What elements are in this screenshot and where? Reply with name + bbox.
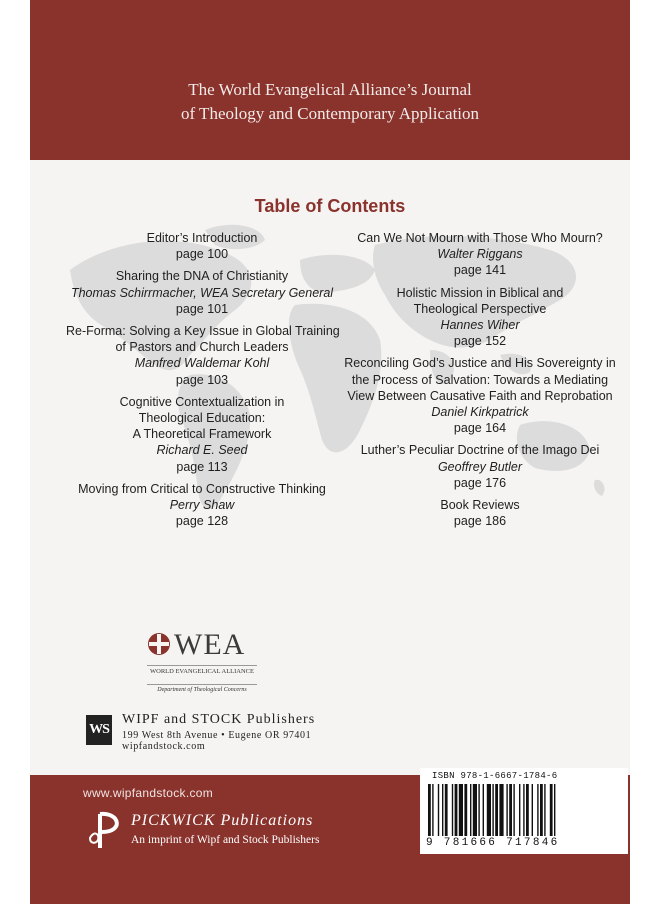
toc-right-column [340,230,620,535]
toc-page: page 141 [453,263,507,278]
toc-title: A Theoretical Framework [132,427,272,442]
toc-title: Can We Not Mourn with Those Who Mourn? [357,231,603,245]
wipf-stock-logo: WS [86,715,112,745]
toc-left-column [66,230,338,535]
toc-page: page 176 [453,475,507,490]
toc-title: Reconciling God’s Justice and His Sovereignty in [344,356,616,371]
pickwick-p-logo-icon [86,808,126,852]
toc-title: Theological Perspective [413,301,547,316]
toc-title: Theological Education: [138,411,266,426]
toc-author: Perry Shaw [169,498,235,513]
toc-title: of Pastors and Church Leaders [115,340,289,355]
toc-page: page 128 [175,514,229,529]
barcode-digits: 9 781666 717846 [426,837,560,849]
toc-title: Holistic Mission in Biblical and [396,285,564,300]
publisher-name: WIPF and STOCK Publishers [122,712,316,727]
pickwick-title: PICKWICK Publications [131,812,314,829]
isbn-number: ISBN 978-1-6667-1784-6 [432,771,558,781]
toc-entry [340,355,620,436]
toc-page: page 113 [176,459,228,474]
cross-globe-icon [147,632,171,656]
toc-entry [66,394,338,475]
journal-description-line-1: The World Evangelical Alliance’s Journal [188,80,472,99]
wea-name: WEA [174,628,246,661]
toc-author: Hannes Wiher [440,318,520,333]
toc-page: page 164 [453,421,507,436]
toc-title: Cognitive Contextualization in [119,394,285,409]
toc-entry [66,481,338,530]
toc-title: Editor’s Introduction [146,231,258,245]
toc-entry [66,230,338,262]
wipf-stock-info [122,712,315,752]
toc-author: Richard E. Seed [156,443,248,458]
toc-page: page 101 [175,301,229,316]
toc-author: Thomas Schirrmacher, WEA Secretary General [70,285,334,300]
wea-logo [147,630,257,694]
toc-title: Re-Forma: Solving a Key Issue in Global Training [66,324,340,339]
toc-title: Sharing the DNA of Christianity [115,269,289,284]
toc-author: Geoffrey Butler [437,459,523,474]
toc-title: Moving from Critical to Constructive Thinking [78,481,326,496]
toc-page: page 186 [453,514,507,529]
toc-page: page 152 [453,334,507,349]
toc-title: Luther’s Peculiar Doctrine of the Imago Dei [360,443,600,458]
toc-author: Walter Riggans [437,247,523,262]
journal-description [30,78,630,126]
wea-full-name: WORLD EVANGELICAL ALLIANCE [147,665,257,675]
toc-entry [66,323,338,388]
toc-heading: Table of Contents [254,196,406,216]
toc-title: Book Reviews [440,498,520,513]
toc-entry [340,230,620,279]
website-url: www.wipfandstock.com [83,786,214,800]
publisher-address: 199 West 8th Avenue • Eugene OR 97401 [122,730,312,741]
publisher-website: wipfandstock.com [122,741,206,752]
toc-page: page 103 [175,372,229,387]
toc-page: page 100 [175,247,229,262]
toc-author: Daniel Kirkpatrick [431,405,529,420]
wea-department: Department of Theological Concerns [147,684,257,693]
toc-entry [340,442,620,491]
barcode-bars [428,784,623,836]
toc-author: Manfred Waldemar Kohl [134,356,270,371]
pickwick-imprint: An imprint of Wipf and Stock Publishers [131,834,320,846]
toc-entry [340,497,620,529]
toc-entry [66,268,338,317]
isbn-barcode [420,768,628,854]
toc-title: View Between Causative Faith and Reprobation [347,388,613,403]
toc-entry [340,285,620,350]
journal-description-line-2: of Theology and Contemporary Application [180,104,480,123]
toc-title: the Process of Salvation: Towards a Mediating [351,372,609,387]
